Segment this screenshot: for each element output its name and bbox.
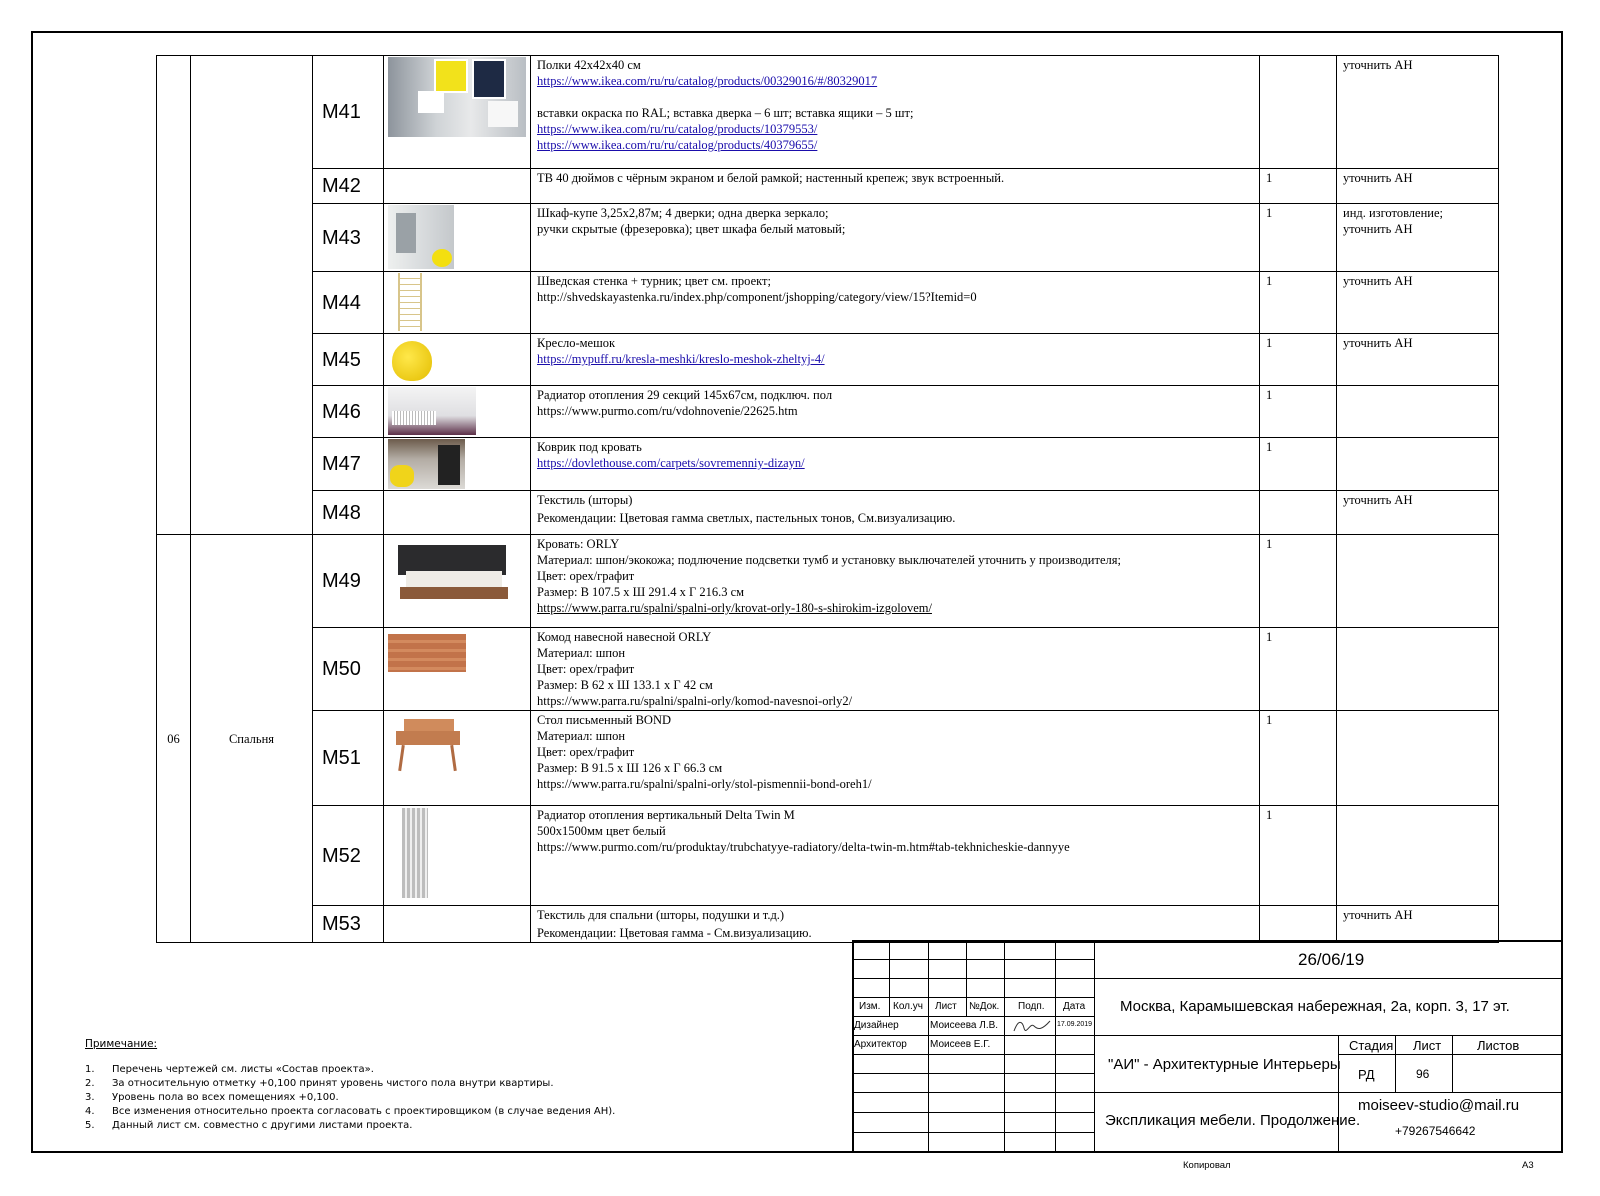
- item-description: [531, 806, 1260, 906]
- desc-line: ручки скрытые (фрезеровка); цвет шкафа белый матовый;: [537, 222, 846, 236]
- item-quantity: 1: [1260, 169, 1337, 204]
- stage-value: РД: [1358, 1067, 1375, 1082]
- product-url: https://www.purmo.com/ru/vdohnovenie/22625.htm: [537, 404, 798, 418]
- item-note: [1337, 204, 1499, 272]
- product-link[interactable]: https://www.ikea.com/ru/ru/catalog/products/40379655/: [537, 138, 818, 152]
- architect-role: Архитектор: [854, 1039, 907, 1050]
- desc-line: Шведская стенка + турник; цвет см. проект;: [537, 274, 771, 288]
- product-link[interactable]: https://www.ikea.com/ru/ru/catalog/products/00329016/#/80329017: [537, 74, 878, 88]
- shelves-image: [388, 57, 526, 137]
- desc-line: Текстиль (шторы): [537, 493, 633, 507]
- table-row: [157, 628, 1499, 711]
- desc-line: 500x1500мм цвет белый: [537, 824, 666, 838]
- item-image-cell: [384, 56, 531, 169]
- table-row: [157, 535, 1499, 628]
- table-row: [157, 438, 1499, 491]
- item-quantity: 1: [1260, 386, 1337, 438]
- desc-line: ТВ 40 дюймов с чёрным экраном и белой рамкой; настенный крепеж; звук встроенный.: [537, 171, 1005, 185]
- table-row: [157, 806, 1499, 906]
- product-url: https://www.parra.ru/spalni/spalni-orly/komod-navesnoi-orly2/: [537, 694, 853, 708]
- item-note: уточнить АН: [1337, 906, 1499, 943]
- desc-line: Рекомендации: Цветовая гамма светлых, пастельных тонов, См.визуализацию.: [537, 511, 956, 525]
- title-block: [852, 940, 1563, 1153]
- item-code: M46: [313, 386, 384, 438]
- rug-image: [388, 439, 465, 489]
- note-item: 1. Перечень чертежей см. листы «Состав проекта».: [85, 1064, 374, 1075]
- item-note: [1337, 806, 1499, 906]
- note-item: 3. Уровень пола во всех помещениях +0,100.: [85, 1092, 339, 1103]
- desc-line: Текстиль для спальни (шторы, подушки и т.д.): [537, 908, 785, 922]
- desc-line: Цвет: орех/графит: [537, 745, 635, 759]
- sheet-header: Лист: [1413, 1038, 1442, 1053]
- desc-line: Размер: В 107.5 х Ш 291.4 х Г 216.3 см: [537, 585, 745, 599]
- item-quantity: 1: [1260, 438, 1337, 491]
- item-note: уточнить АН: [1337, 272, 1499, 334]
- item-quantity: 1: [1260, 204, 1337, 272]
- product-url: http://shvedskayastenka.ru/index.php/component/jshopping/category/view/15?Itemid=0: [537, 290, 977, 304]
- dresser-image: [388, 634, 466, 672]
- hdr-data: Дата: [1063, 1001, 1086, 1012]
- item-code: M49: [313, 535, 384, 628]
- item-note: уточнить АН: [1337, 169, 1499, 204]
- item-description: [531, 906, 1260, 943]
- room-number-cell: [157, 56, 191, 535]
- product-link[interactable]: https://www.ikea.com/ru/ru/catalog/products/10379553/: [537, 122, 818, 136]
- item-description: [531, 169, 1260, 204]
- desc-line: Кровать: ORLY: [537, 537, 620, 551]
- item-code: M48: [313, 491, 384, 535]
- furniture-table: [156, 55, 1499, 943]
- table-row: [157, 56, 1499, 169]
- product-link[interactable]: https://www.parra.ru/spalni/spalni-orly/krovat-orly-180-s-shirokim-izgolovem/: [537, 601, 932, 615]
- item-image-cell: [384, 628, 531, 711]
- hdr-podp: Подп.: [1018, 1001, 1045, 1012]
- item-image-cell: [384, 806, 531, 906]
- desc-line: Размер: В 62 х Ш 133.1 х Г 42 см: [537, 678, 713, 692]
- room-number: 06: [157, 535, 191, 943]
- note-item: 4. Все изменения относительно проекта согласовать с проектировщиком (в случае ведения АН).: [85, 1106, 616, 1117]
- wall-bars-image: [398, 273, 422, 331]
- paper-format: А3: [1522, 1160, 1534, 1171]
- hdr-kolvo: Кол.уч: [893, 1001, 923, 1012]
- note-item: 2. За относительную отметку +0,100 принят уровень чистого пола внутри квартиры.: [85, 1078, 554, 1089]
- designer-sign-date: 17.09.2019: [1057, 1021, 1093, 1028]
- table-row: [157, 334, 1499, 386]
- item-code: M44: [313, 272, 384, 334]
- table-row: [157, 906, 1499, 943]
- table-row: [157, 711, 1499, 806]
- sheets-header: Листов: [1477, 1038, 1520, 1053]
- item-quantity: 1: [1260, 806, 1337, 906]
- item-description: [531, 334, 1260, 386]
- table-row: [157, 272, 1499, 334]
- item-quantity: 1: [1260, 535, 1337, 628]
- table-row: [157, 204, 1499, 272]
- desc-line: вставки окраска по RAL; вставка дверка – 6 шт; вставка ящики – 5 шт;: [537, 106, 914, 120]
- item-note: [1337, 628, 1499, 711]
- contact-email[interactable]: moiseev-studio@mail.ru: [1358, 1097, 1520, 1114]
- room-name: Спальня: [191, 535, 313, 943]
- item-quantity: [1260, 491, 1337, 535]
- item-note: уточнить АН: [1337, 491, 1499, 535]
- desc-line: Кресло-мешок: [537, 336, 616, 350]
- item-quantity: 1: [1260, 628, 1337, 711]
- item-note: [1337, 535, 1499, 628]
- item-image-cell: [384, 535, 531, 628]
- project-address: Москва, Карамышевская набережная, 2а, корп. 3, 17 эт.: [1120, 998, 1510, 1015]
- desc-line: Стол письменный BOND: [537, 713, 672, 727]
- item-code: M53: [313, 906, 384, 943]
- desc-line: Цвет: орех/графит: [537, 569, 635, 583]
- room-name-cell: [191, 56, 313, 535]
- item-code: M41: [313, 56, 384, 169]
- desk-image: [394, 717, 462, 773]
- desc-line: Коврик под кровать: [537, 440, 642, 454]
- bean-bag-image: [388, 335, 436, 383]
- product-url: https://www.parra.ru/spalni/spalni-orly/stol-pismennii-bond-oreh1/: [537, 777, 872, 791]
- notes-block: [85, 1037, 615, 1133]
- desc-line: Рекомендации: Цветовая гамма - См.визуализацию.: [537, 926, 812, 940]
- item-quantity: 1: [1260, 711, 1337, 806]
- note-line: инд. изготовление;: [1343, 206, 1443, 220]
- item-quantity: 1: [1260, 272, 1337, 334]
- desc-line: Радиатор отопления 29 секций 145х67см, подключ. пол: [537, 388, 833, 402]
- item-image-cell: [384, 906, 531, 943]
- item-description: [531, 56, 1260, 169]
- item-code: M42: [313, 169, 384, 204]
- table-row: [157, 491, 1499, 535]
- contact-phone: +79267546642: [1395, 1124, 1476, 1138]
- table-row: [157, 169, 1499, 204]
- note-line: уточнить АН: [1343, 222, 1413, 236]
- hdr-ndok: №Док.: [969, 1001, 1000, 1012]
- hdr-list: Лист: [935, 1001, 957, 1012]
- item-description: [531, 204, 1260, 272]
- desc-line: Материал: шпон: [537, 729, 626, 743]
- item-description: [531, 386, 1260, 438]
- item-description: [531, 491, 1260, 535]
- item-code: M51: [313, 711, 384, 806]
- item-description: [531, 711, 1260, 806]
- desc-line: Размер: В 91.5 х Ш 126 х Г 66.3 см: [537, 761, 723, 775]
- product-link[interactable]: https://mypuff.ru/kresla-meshki/kreslo-meshok-zheltyj-4/: [537, 352, 825, 366]
- designer-role: Дизайнер: [854, 1020, 899, 1031]
- product-link[interactable]: https://dovlethouse.com/carpets/sovremenniy-dizayn/: [537, 456, 805, 470]
- item-note: [1337, 711, 1499, 806]
- item-image-cell: [384, 204, 531, 272]
- item-image-cell: [384, 711, 531, 806]
- sheet-date: 26/06/19: [1298, 950, 1365, 969]
- table-row: [157, 386, 1499, 438]
- item-image-cell: [384, 491, 531, 535]
- item-code: M47: [313, 438, 384, 491]
- item-code: M45: [313, 334, 384, 386]
- item-description: [531, 438, 1260, 491]
- item-code: M52: [313, 806, 384, 906]
- item-description: [531, 535, 1260, 628]
- item-image-cell: [384, 334, 531, 386]
- note-item: 5. Данный лист см. совместно с другими листами проекта.: [85, 1120, 413, 1131]
- item-image-cell: [384, 169, 531, 204]
- desc-line: Шкаф-купе 3,25х2,87м; 4 дверки; одна дверка зеркало;: [537, 206, 829, 220]
- item-image-cell: [384, 386, 531, 438]
- desc-line: Цвет: орех/графит: [537, 662, 635, 676]
- company-name: "АИ" - Архитектурные Интерьеры: [1108, 1056, 1341, 1073]
- desc-gap: [537, 89, 1253, 105]
- wardrobe-image: [388, 205, 454, 269]
- product-url: https://www.purmo.com/ru/produktay/trubchatyye-radiatory/delta-twin-m.htm#tab-tekhnicheskie-dannyye: [537, 840, 1070, 854]
- desc-line: Комод навесной навесной ORLY: [537, 630, 712, 644]
- item-image-cell: [384, 438, 531, 491]
- hdr-izm: Изм.: [859, 1001, 881, 1012]
- item-quantity: 1: [1260, 334, 1337, 386]
- item-quantity: [1260, 56, 1337, 169]
- item-description: [531, 628, 1260, 711]
- vertical-radiator-image: [402, 808, 428, 898]
- desc-line: Полки 42х42х40 см: [537, 58, 641, 72]
- desc-line: Материал: шпон: [537, 646, 626, 660]
- item-quantity: [1260, 906, 1337, 943]
- radiator-image: [388, 387, 476, 435]
- designer-name: Моисеева Л.В.: [930, 1020, 999, 1031]
- item-image-cell: [384, 272, 531, 334]
- stage-header: Стадия: [1349, 1038, 1394, 1053]
- notes-title: Примечание:: [85, 1038, 158, 1050]
- sheet-number: 96: [1416, 1067, 1430, 1081]
- item-note: уточнить АН: [1337, 334, 1499, 386]
- item-note: [1337, 438, 1499, 491]
- desc-line: Радиатор отопления вертикальный Delta Twin M: [537, 808, 795, 822]
- item-code: M50: [313, 628, 384, 711]
- architect-name: Моисеев Е.Г.: [930, 1039, 991, 1050]
- item-description: [531, 272, 1260, 334]
- item-note: [1337, 386, 1499, 438]
- item-note: уточнить АН: [1337, 56, 1499, 169]
- bed-image: [388, 541, 508, 611]
- desc-line: Материал: шпон/экокожа; подлючение подсветки тумб и установку выключателей уточнить у производителя;: [537, 553, 1121, 567]
- copied-label: Копировал: [1183, 1160, 1231, 1171]
- item-code: M43: [313, 204, 384, 272]
- document-title: Экспликация мебели. Продолжение.: [1105, 1112, 1361, 1129]
